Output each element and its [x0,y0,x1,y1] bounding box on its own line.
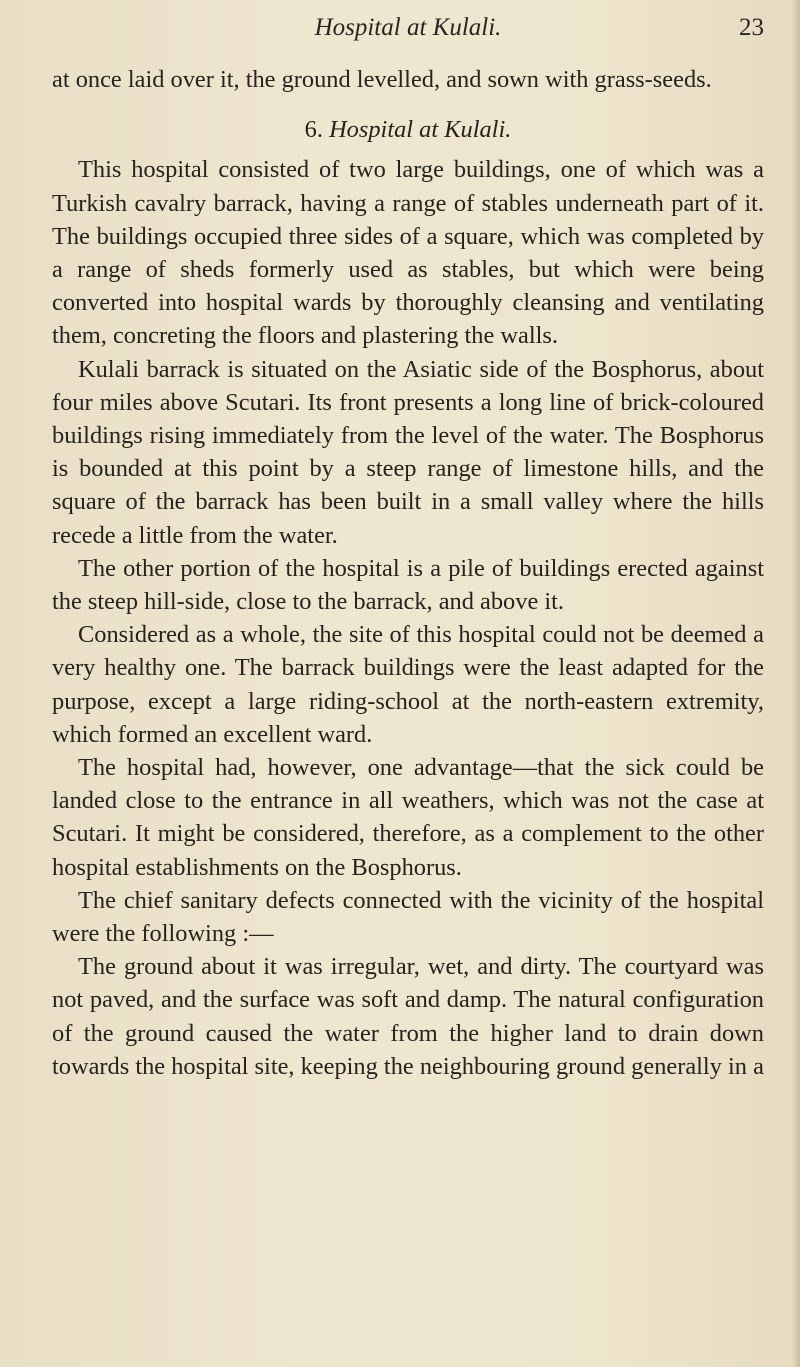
paragraph: The other portion of the hospital is a pile of buildings erected against the steep hill-side, close to the barrack, and above it. [52,554,764,616]
paragraph: The hospital had, however, one advantage—that the sick could be landed close to the entrance in all weathers, which was not the case at Scutari. It might be considered, therefore, as a complement to the other hospital establishments on the Bosphorus. [52,754,764,881]
paragraph: The ground about it was irregular, wet, and dirty. The courtyard was not paved, and the surface was soft and damp. The natural configuration of the ground caused the water from the higher land to drain down towards the hospital site, keeping the neighbouring ground generally in a [52,953,764,1080]
body-text [52,63,764,1083]
section-number: 6. [304,116,323,144]
section-heading [52,113,764,146]
paragraph: The chief sanitary defects connected with the vicinity of the hospital were the following :— [52,886,764,948]
paragraph: Kulali barrack is situated on the Asiatic side of the Bosphorus, about four miles above Scutari. Its front presents a long line of brick-coloured buildings rising immediately from the level of the water. The Bosphorus is bounded at this point by a steep range of limestone hills, and the square of the barrack has been built in a small valley where the hills recede a little from the water. [52,355,764,549]
page-number: 23 [739,14,764,41]
opening-paragraph: at once laid over it, the ground levelled, and sown with grass-seeds. [52,66,712,93]
paragraph: Considered as a whole, the site of this hospital could not be deemed a very healthy one. The barrack buildings were the least adapted for the purpose, except a large riding-school at the north-eastern extremity, which formed an excellent ward. [52,621,764,748]
page-header [52,14,764,50]
section-title: Hospital at Kulali. [329,116,512,144]
running-head: Hospital at Kulali. [314,14,502,41]
paragraph: This hospital consisted of two large buildings, one of which was a Turkish cavalry barrack, having a range of stables underneath part of it. The buildings occupied three sides of a square, which was completed by a range of sheds formerly used as stables, but which were being converted into hospital wards by thoroughly cleansing and ventilating them, concreting the floors and plastering the walls. [52,156,764,350]
page-edge-shadow [792,0,800,1367]
